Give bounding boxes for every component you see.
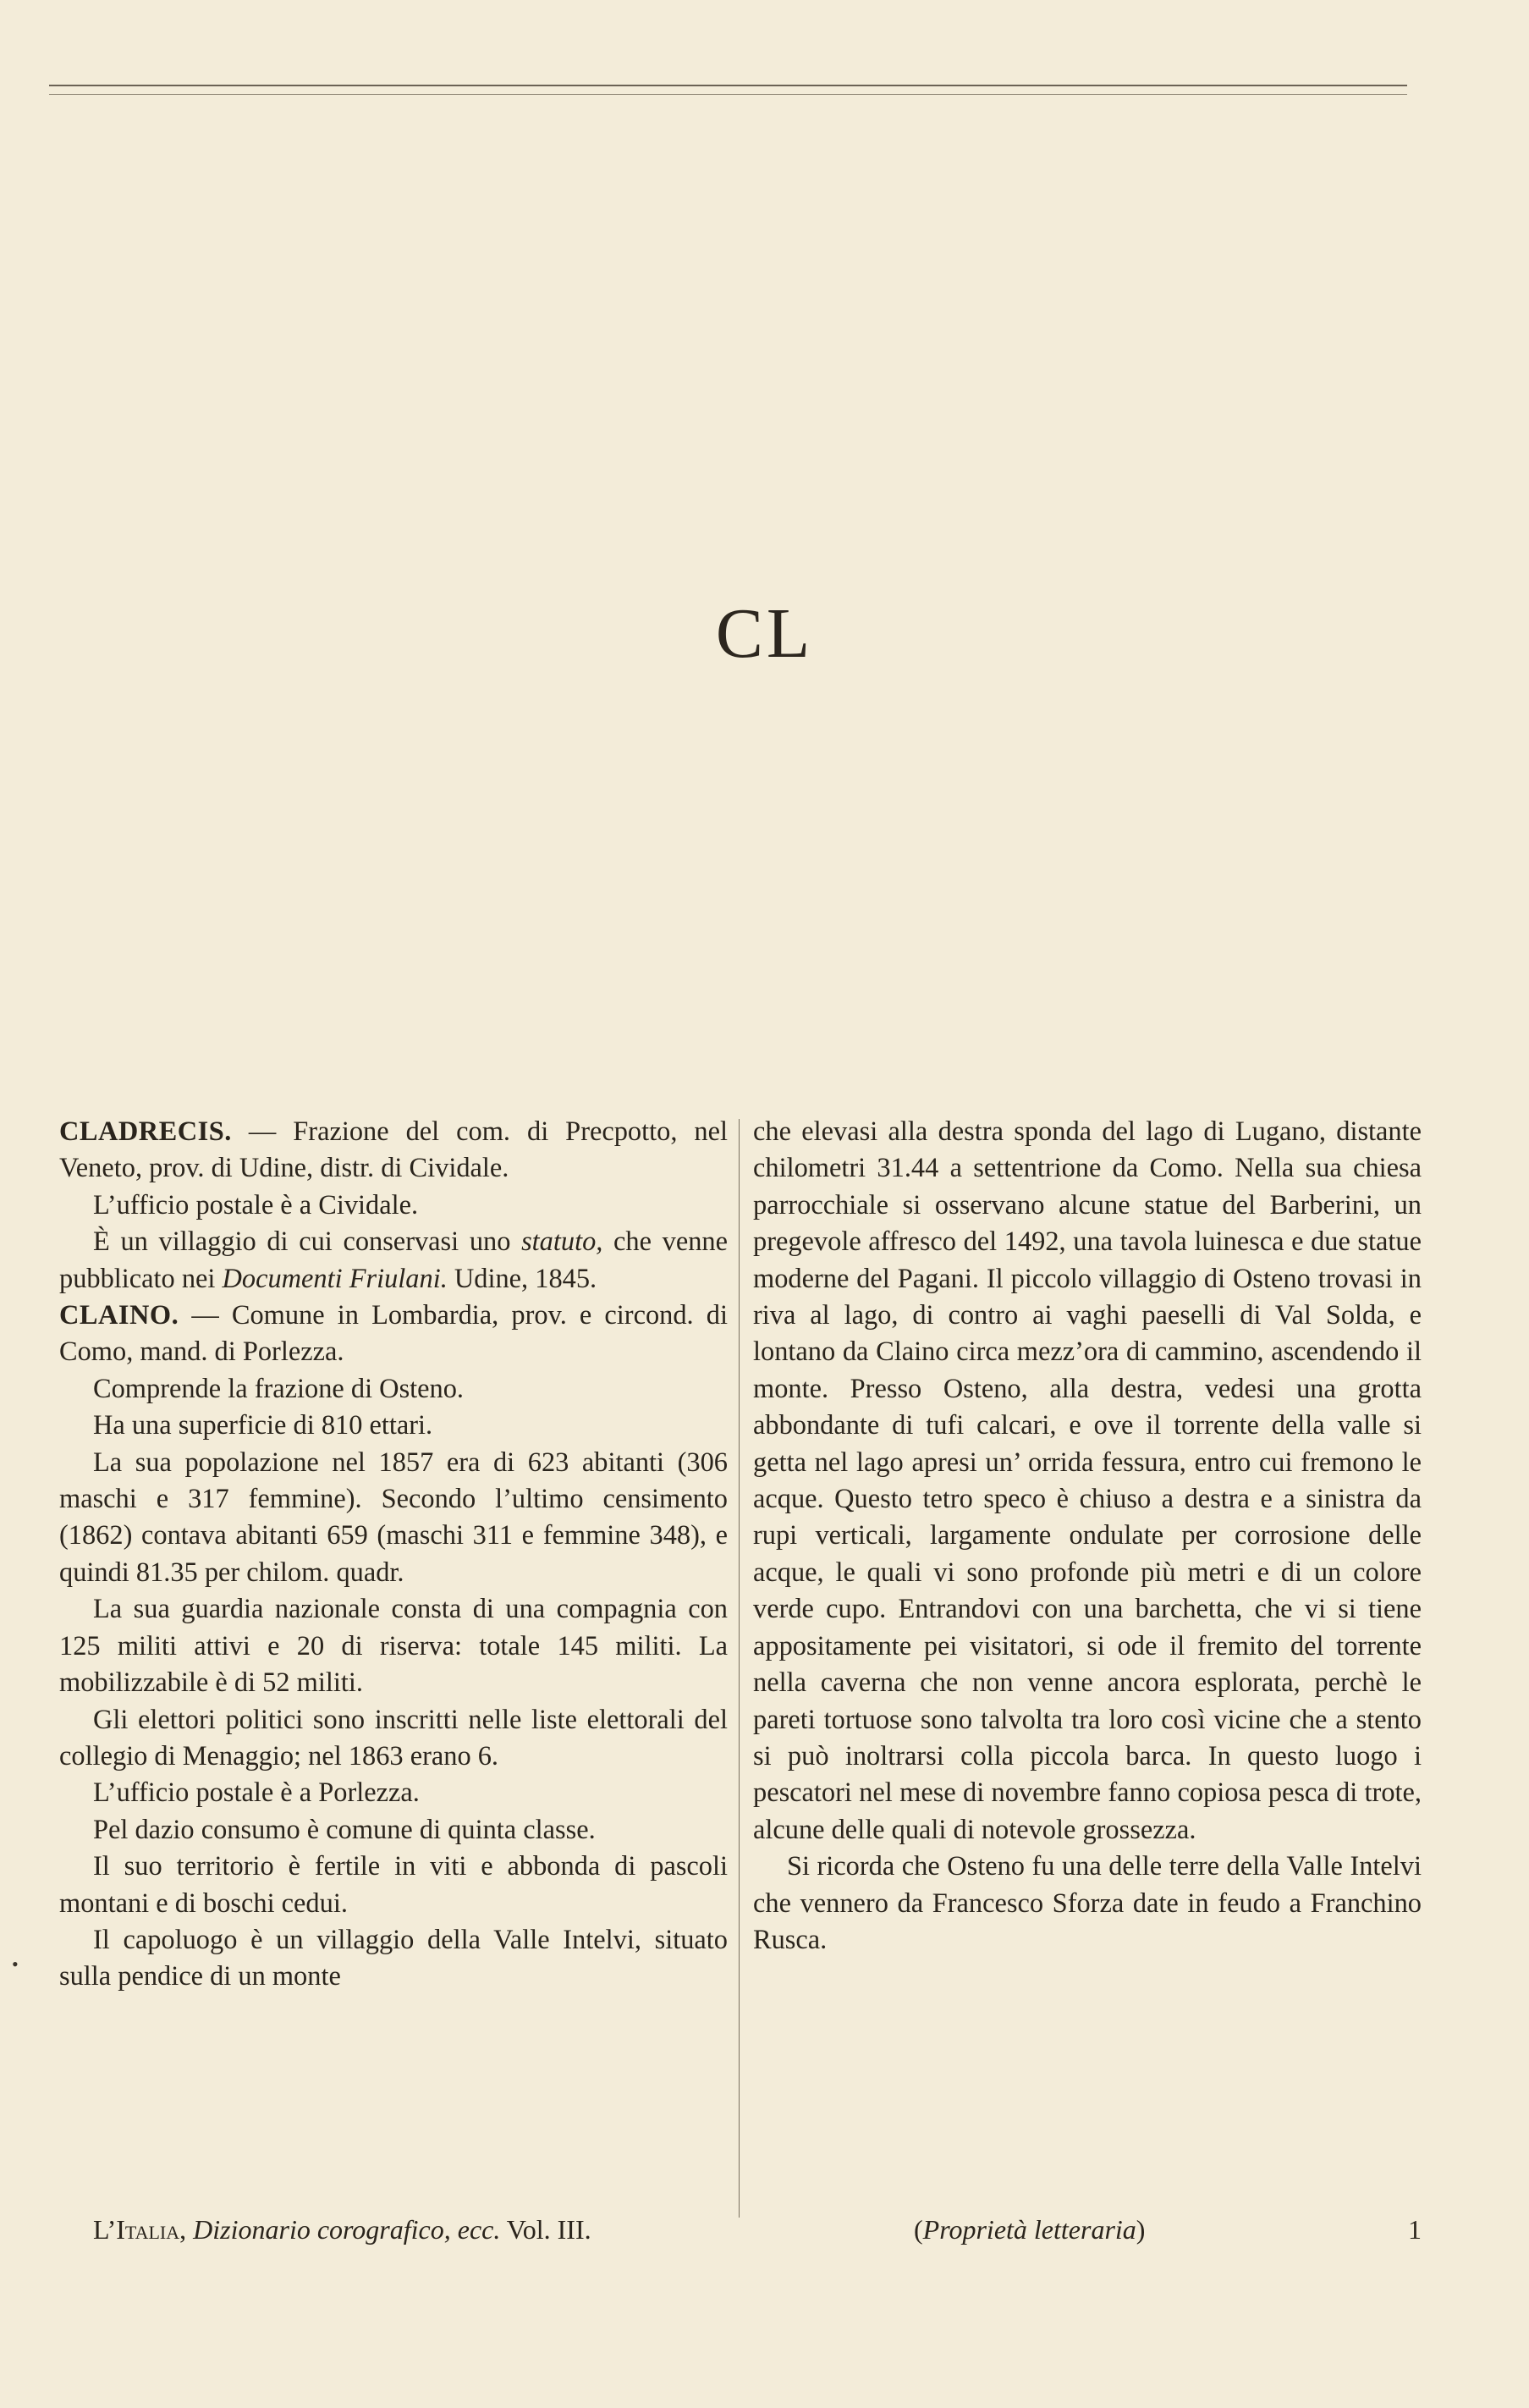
entry-claino: [59, 1298, 728, 1371]
footer-title: Italia: [116, 2214, 180, 2245]
paragraph: Pel dazio consumo è comune di quinta classe.: [93, 1814, 596, 1845]
footer-prefix: L’: [93, 2214, 117, 2245]
entry-cladrecis: [59, 1114, 728, 1187]
paragraph: [59, 1224, 728, 1298]
paragraph: L’ufficio postale è a Cividale.: [93, 1189, 419, 1221]
paragraph: Il suo territorio è fertile in viti e abbonda di pascoli montani e di boschi cedui.: [59, 1851, 728, 1919]
column-divider: [739, 1119, 740, 2218]
footer-subtitle: Dizionario corografico, ecc.: [193, 2214, 501, 2245]
footer-citation: L’Italia, Dizionario corografico, ecc. Vol. III.: [93, 2214, 591, 2245]
right-column: [753, 1114, 1422, 1959]
top-rule: [49, 85, 1407, 95]
left-column: [59, 1114, 728, 1996]
italic-run: statuto,: [521, 1226, 603, 1258]
page-number: 1: [1408, 2214, 1422, 2245]
paragraph: Gli elettori politici sono inscritti nelle liste elettorali del collegio di Menaggio; nel 1863 erano 6.: [59, 1704, 728, 1772]
paragraph: La sua popolazione nel 1857 era di 623 abitanti (306 maschi e 317 femmine). Secondo l’ultimo censimento (1862) contava abitanti 659 (maschi 311 e femmine 348), e quindi 81.35 per chilom. quadr.: [59, 1446, 728, 1588]
entry-head-cladrecis: CLADRECIS.: [59, 1116, 232, 1147]
margin-bullet: •: [12, 1953, 19, 1975]
paragraph: Comprende la frazione di Osteno.: [93, 1373, 465, 1404]
footer-copyright-text: Proprietà letteraria: [922, 2214, 1136, 2245]
paragraph: Si ricorda che Osteno fu una delle terre della Valle Intelvi che vennero da Francesco Sforza date in feudo a Franchino Rusca.: [753, 1851, 1422, 1955]
footer-copyright: (Proprietà letteraria): [914, 2214, 1146, 2245]
text-run: È un villaggio di cui conservasi uno: [93, 1226, 522, 1258]
paragraph: Il capoluogo è un villaggio della Valle Intelvi, situato sulla pendice di un monte: [59, 1924, 728, 1992]
entry-text-cladrecis: — Frazione del com. di Precpotto, nel Veneto, prov. di Udine, distr. di Cividale.: [59, 1116, 728, 1184]
section-heading: CL: [715, 594, 814, 673]
paragraph: Ha una superficie di 810 ettari.: [93, 1410, 433, 1441]
italic-run: Documenti Friulani.: [222, 1263, 448, 1294]
text-run: Udine, 1845.: [447, 1263, 597, 1294]
paragraph: L’ufficio postale è a Porlezza.: [93, 1777, 420, 1809]
paragraph: La sua guardia nazionale consta di una compagnia con 125 militi attivi e 20 di riserva: totale 145 militi. La mobilizzabile è di 52 militi.: [59, 1594, 728, 1699]
text-run: che venne pubblicato nei: [59, 1226, 729, 1294]
paragraph: che elevasi alla destra sponda del lago di Lugano, distante chilometri 31.44 a settentrione da Como. Nella sua chiesa parrocchiale si osservano alcune statue del Barberini, un pregevole affresco del 1492, una tavola luinesca e due statue moderne del Pagani. Il piccolo villaggio di Osteno trovasi in riva al lago, di contro ai vaghi paeselli di Val Solda, e lontano da Claino circa mezz’ora di cammino, ascendendo il monte. Presso Osteno, alla destra, vedesi una grotta abbondante di tufi calcari, e ove il torrente della valle si getta nel lago apresi un’ orrida fessura, entro cui fremono le acque. Questo tetro speco è chiuso a destra e a sinistra da rupi verticali, largamente ondulate per corrosione delle acque, le quali vi sono profonde più metri e di un colore verde cupo. Entrandovi con una barchetta, che vi si tiene appositamente pei visitatori, si ode il fremito del torrente nella caverna che non venne ancora esplorata, perchè le pareti tortuose sono talvolta tra loro così vicine che a stento si può inoltrarsi colla piccola barca. In questo luogo i pescatori nel mese di novembre fanno copiosa pesca di trote, alcune delle quali di notevole grossezza.: [753, 1116, 1422, 1845]
footer-volume: Vol. III.: [506, 2214, 591, 2245]
entry-head-claino: CLAINO.: [59, 1300, 179, 1331]
entry-text-claino: — Comune in Lombardia, prov. e circond. di Como, mand. di Porlezza.: [59, 1300, 728, 1368]
